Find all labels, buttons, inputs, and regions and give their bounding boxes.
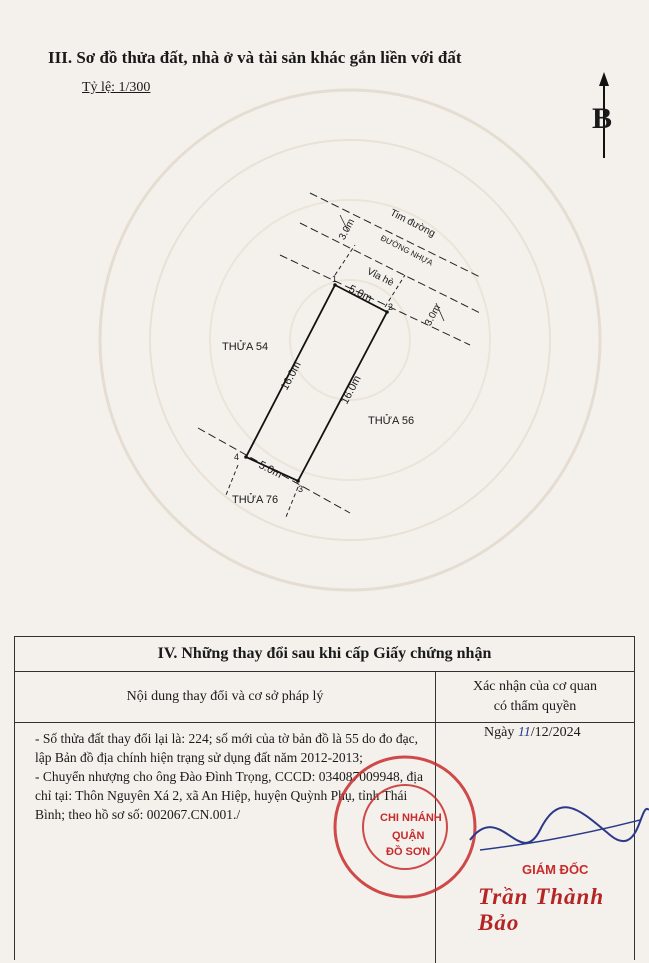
section-4-title: IV. Những thay đổi sau khi cấp Giấy chứng nhận (15, 637, 634, 672)
column-confirm-header (436, 672, 634, 722)
column-confirm-line2: có thẩm quyền (493, 699, 577, 714)
left-length-label: 16.0m (278, 359, 304, 393)
road-width-label: 3.0m (337, 217, 358, 242)
section-3-title: III. Sơ đồ thửa đất, nhà ở và tài sản khác gắn liền với đất (48, 48, 462, 67)
stamp-line-3: ĐỒ SƠN (386, 846, 431, 858)
director-title: GIÁM ĐỐC (522, 862, 589, 877)
column-confirm-line1: Xác nhận của cơ quan (472, 679, 597, 694)
stamp-line-2: QUẬN (392, 830, 425, 842)
lot-76-label: THỬA 76 (232, 494, 279, 506)
change-entry-2: - Chuyển nhượng cho ông Đào Đình Trọng, CCCD: 034087009948, địa chỉ tại: Thôn Nguyên Xá 2, xã An Hiệp, huyện Quỳnh Phụ, tỉnh Thái Bình; theo hồ sơ số: 002067.CN.001./ (35, 769, 423, 822)
road-center-label: Tim đường (388, 207, 437, 240)
road-name-label: ĐƯỜNG NHỰA (379, 233, 435, 268)
date-rest: /12/2024 (530, 725, 581, 740)
date-day: 11 (517, 725, 531, 740)
front-length-label: 5.0m (346, 283, 374, 305)
column-content-header: Nội dung thay đổi và cơ sở pháp lý (15, 672, 436, 722)
back-length-label: 5.0m (256, 459, 284, 481)
stamp-line-1: CHI NHÁNH (380, 812, 442, 824)
right-length-label: 16.0m (338, 373, 364, 407)
confirmation-date (484, 725, 581, 741)
north-label: B (592, 102, 613, 135)
point-1-label: 1 (332, 274, 338, 284)
point-4-label: 4 (234, 452, 240, 462)
official-stamp-icon (330, 752, 480, 902)
director-name: Trần Thành Bảo (478, 884, 605, 935)
change-entry-1: - Số thửa đất thay đổi lại là: 224; số mới của tờ bản đồ là 55 do đo đạc, lập Bản đồ địa chính hiện trạng sử dụng đất năm 2012-2013; (35, 731, 419, 765)
sidewalk-width-label: 3.0m (423, 303, 444, 328)
sidewalk-label: Vỉa hè (365, 266, 396, 289)
date-prefix: Ngày (484, 725, 518, 740)
point-3-label: 3 (298, 484, 304, 494)
scale-label: Tỷ lệ: 1/300 (82, 80, 151, 95)
lot-54-label: THỬA 54 (222, 341, 269, 353)
lot-56-label: THỬA 56 (368, 415, 415, 427)
point-2-label: 2 (388, 302, 394, 312)
